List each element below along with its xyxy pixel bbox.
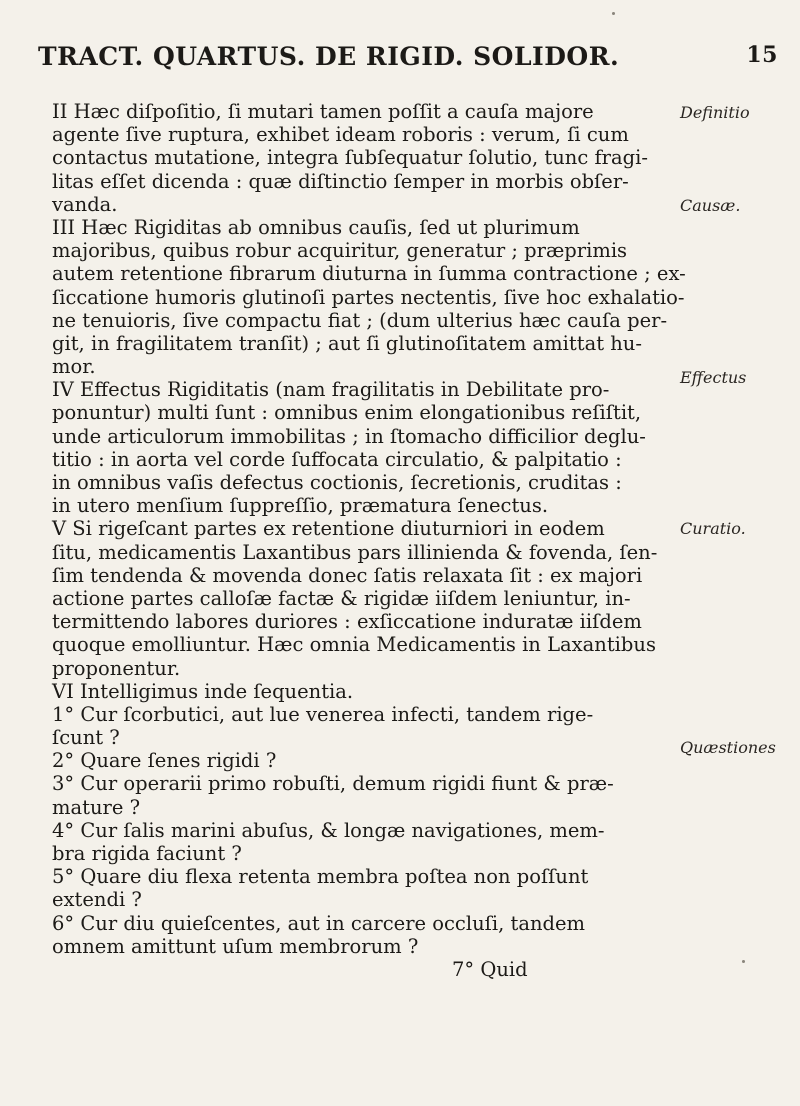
text-line: majoribus, quibus robur acquiritur, generatur ; præprimis xyxy=(52,239,628,263)
text-line: contactus mutatione, integra ſubſequatur ſolutio, tunc fragi- xyxy=(52,146,648,170)
header-title: TRACT. QUARTUS. DE RIGID. SOLIDOR. xyxy=(38,42,620,71)
text-line: ſitu, medicamentis Laxantibus pars illinienda & fovenda, ſen- xyxy=(52,540,658,564)
text-line: 4° Cur ſalis marini abuſus, & longæ navigationes, mem- xyxy=(52,818,605,842)
text-line: git, in fragilitatem tranſit) ; aut ſi glutinoſitatem amittat hu- xyxy=(52,331,642,355)
margin-note-curatio: Curatio. xyxy=(680,519,746,538)
text-line: 2° Quare ſenes rigidi ? xyxy=(52,749,277,773)
text-line: in omnibus vaſis defectus coctionis, ſecretionis, cruditas : xyxy=(52,471,622,494)
text-line: in utero menſium ſuppreſſio, præmatura ſenectus. xyxy=(52,494,549,518)
text-line: litas eſſet dicenda : quæ diſtinctio ſemper in morbis obſer- xyxy=(52,169,629,193)
margin-note-effectus: Effectus xyxy=(680,368,747,387)
text-line: unde articulorum immobilitas ; in ſtomacho difficilior deglu- xyxy=(52,424,646,448)
margin-note-definitio: Definitio xyxy=(680,103,750,122)
text-line: omnem amittunt uſum membrorum ? xyxy=(52,934,419,958)
text-line: actione partes calloſæ factæ & rigidæ iiſdem leniuntur, in- xyxy=(52,586,631,610)
paper-speck xyxy=(742,960,745,963)
text-line: titio : in aorta vel corde ſuffocata circulatio, & palpitatio : xyxy=(52,447,622,471)
text-line: V Si rigeſcant partes ex retentione diuturniori in eodem xyxy=(52,517,605,541)
text-line: bra rigida faciunt ? xyxy=(52,842,242,865)
text-line: autem retentione fibrarum diuturna in ſumma contractione ; ex- xyxy=(52,262,686,286)
margin-note-quaestiones: Quæstiones xyxy=(680,738,776,757)
text-line: VI Intelligimus inde ſequentia. xyxy=(52,679,354,703)
text-line: II Hæc diſpoſitio, ſi mutari tamen poſſit a cauſa majore xyxy=(52,100,594,123)
body-text xyxy=(52,100,686,981)
text-line: ſiccatione humoris glutinoſi partes nectentis, ſive hoc exhalatio- xyxy=(52,285,685,309)
text-line: 5° Quare diu flexa retenta membra poſtea non poſſunt xyxy=(52,865,589,889)
text-line: IV Effectus Rigiditatis (nam fragilitatis in Debilitate pro- xyxy=(52,378,610,402)
text-line: ſim tendenda & movenda donec ſatis relaxata ſit : ex majori xyxy=(52,563,643,587)
text-line: 3° Cur operarii primo robuſti, demum rigidi fiunt & præ- xyxy=(52,772,614,796)
text-line: agente ſive ruptura, exhibet ideam roboris : verum, ſi cum xyxy=(52,123,629,147)
text-line: mor. xyxy=(52,355,96,379)
text-line: mature ? xyxy=(52,795,141,819)
text-line: proponentur. xyxy=(52,656,181,680)
running-header xyxy=(38,42,778,71)
text-line: 7° Quid xyxy=(452,957,528,981)
paper-speck xyxy=(612,12,615,15)
text-line: ne tenuioris, ſive compactu fiat ; (dum ulterius hæc cauſa per- xyxy=(52,308,668,332)
text-line: 6° Cur diu quieſcentes, aut in carcere occluſi, tandem xyxy=(52,911,586,935)
margin-note-causae: Causæ. xyxy=(680,196,741,215)
text-line: ponuntur) multi ſunt : omnibus enim elongationibus reſiſtit, xyxy=(52,401,642,425)
page-number: 15 xyxy=(746,42,778,68)
text-line: ſcunt ? xyxy=(52,726,120,750)
text-line: extendi ? xyxy=(52,888,142,912)
text-line: termittendo labores duriores : exſiccatione induratæ iiſdem xyxy=(52,610,642,634)
text-line: 1° Cur ſcorbutici, aut lue venerea infecti, tandem rige- xyxy=(52,702,594,726)
text-line: vanda. xyxy=(52,192,118,216)
text-line: III Hæc Rigiditas ab omnibus cauſis, ſed ut plurimum xyxy=(52,215,580,239)
text-line: quoque emolliuntur. Hæc omnia Medicamentis in Laxantibus xyxy=(52,633,656,657)
